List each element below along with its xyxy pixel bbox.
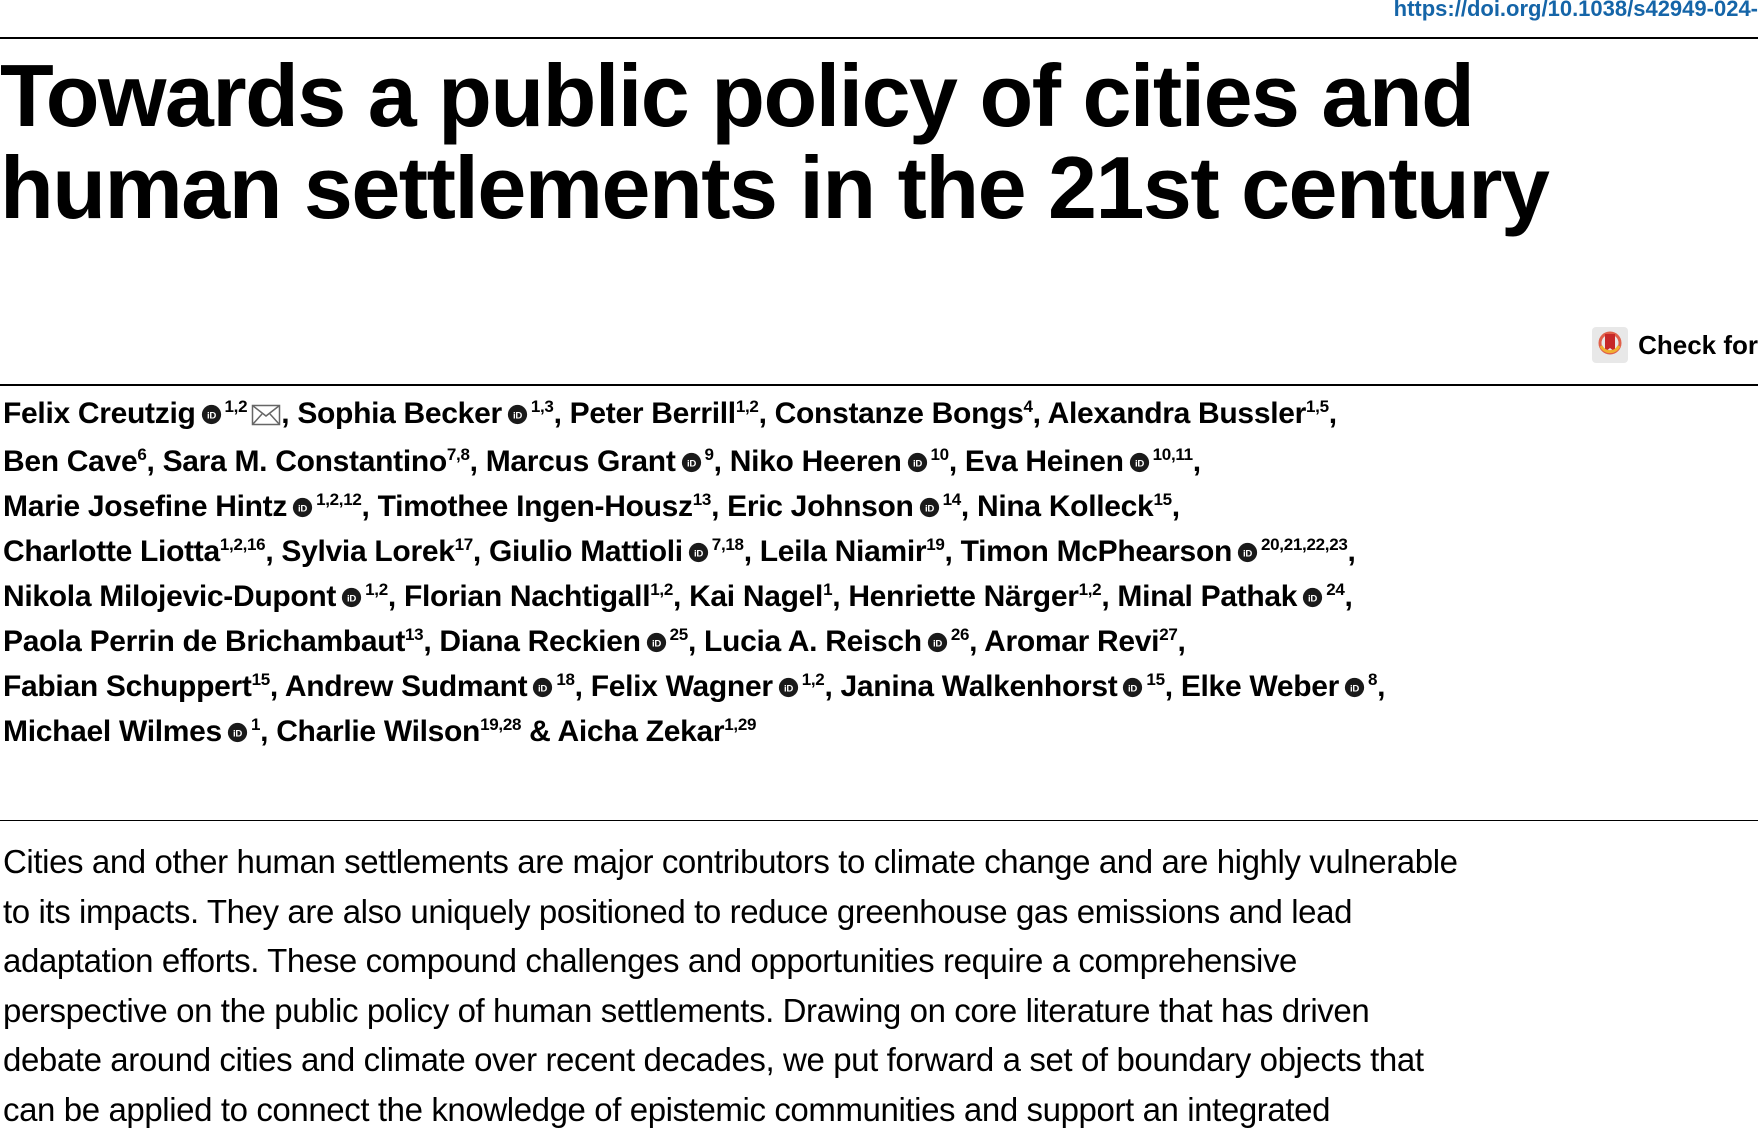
author-separator: &: [521, 715, 558, 748]
author-name[interactable]: Sylvia Lorek: [281, 535, 455, 568]
orcid-icon[interactable]: [778, 666, 799, 695]
orcid-icon[interactable]: [227, 711, 248, 740]
orcid-icon[interactable]: [1344, 666, 1365, 695]
author-separator: ,: [672, 580, 690, 613]
authors-rule: [0, 384, 1758, 386]
author-name[interactable]: Felix Wagner: [590, 670, 773, 703]
author-name[interactable]: Peter Berrill: [569, 397, 736, 430]
abstract-rule: [0, 820, 1758, 821]
affiliation-number[interactable]: 15: [1153, 490, 1172, 509]
author-separator: ,: [948, 445, 965, 478]
author-name[interactable]: Florian Nachtigall: [403, 580, 651, 613]
affiliation-number[interactable]: 26: [950, 625, 970, 644]
author-separator: ,: [1192, 445, 1201, 478]
affiliation-number[interactable]: 10: [930, 445, 949, 464]
orcid-icon[interactable]: [1122, 666, 1143, 695]
abstract-line: adaptation efforts. These compound challenges and opportunities require a comprehensive: [3, 942, 1298, 979]
svg-text:iD: iD: [1128, 683, 1138, 695]
author-name[interactable]: Janina Walkenhorst: [840, 670, 1118, 703]
author-separator: ,: [1347, 535, 1356, 568]
author-name[interactable]: Fabian Schuppert: [3, 670, 252, 703]
svg-text:iD: iD: [686, 458, 696, 470]
article-title: [0, 46, 1758, 237]
author-separator: ,: [387, 580, 404, 613]
author-name[interactable]: Paola Perrin de Brichambaut: [3, 625, 406, 658]
author-name[interactable]: Ben Cave: [3, 445, 138, 478]
author-name[interactable]: Leila Niamir: [759, 535, 927, 568]
orcid-icon[interactable]: [341, 576, 362, 605]
author-name[interactable]: Aicha Zekar: [557, 715, 725, 748]
affiliation-number[interactable]: 1,2,12: [316, 490, 362, 509]
affiliation-number[interactable]: 1,2,16: [219, 535, 266, 554]
author-name[interactable]: Nikola Milojevic-Dupont: [3, 580, 337, 613]
orcid-icon[interactable]: [688, 531, 709, 560]
check-for-updates-button[interactable]: [1592, 327, 1758, 363]
orcid-icon[interactable]: [927, 621, 948, 650]
affiliation-number[interactable]: 18: [556, 670, 575, 689]
affiliation-number[interactable]: 1,2: [735, 397, 759, 416]
affiliation-number[interactable]: 15: [1146, 670, 1165, 689]
orcid-icon[interactable]: [1237, 531, 1258, 560]
author-separator: ,: [553, 397, 570, 430]
svg-text:iD: iD: [347, 593, 357, 605]
author-separator: ,: [1164, 670, 1181, 703]
svg-text:iD: iD: [538, 683, 548, 695]
author-separator: ,: [269, 670, 285, 703]
author-name[interactable]: Nina Kolleck: [976, 490, 1154, 523]
affiliation-number[interactable]: 1,3: [530, 397, 554, 416]
affiliation-number[interactable]: 13: [405, 625, 424, 644]
svg-text:iD: iD: [912, 458, 922, 470]
author-list: [3, 391, 1753, 754]
author-name[interactable]: Minal Pathak: [1117, 580, 1298, 613]
author-name[interactable]: Sara M. Constantino: [162, 445, 447, 478]
author-separator: ,: [1171, 490, 1180, 523]
author-name[interactable]: Eric Johnson: [727, 490, 914, 523]
orcid-icon[interactable]: [919, 486, 940, 515]
author-name[interactable]: Giulio Mattioli: [488, 535, 683, 568]
abstract-line: perspective on the public policy of human settlements. Drawing on core literature that has driven: [3, 991, 1370, 1029]
svg-text:iD: iD: [1242, 548, 1253, 560]
svg-text:iD: iD: [206, 410, 216, 422]
abstract-line: Cities and other human settlements are major contributors to climate change and are highly vulnerable: [3, 843, 1458, 880]
orcid-icon[interactable]: [1302, 576, 1323, 605]
author-name[interactable]: Aromar Revi: [984, 625, 1160, 658]
header-rule: [0, 37, 1758, 39]
author-separator: ,: [1328, 397, 1337, 430]
affiliation-number[interactable]: 4: [1023, 397, 1033, 416]
author-name[interactable]: Kai Nagel: [689, 580, 824, 613]
affiliation-number[interactable]: 1: [250, 715, 261, 734]
affiliation-number[interactable]: 7,8: [446, 445, 470, 464]
affiliation-number[interactable]: 25: [669, 625, 688, 644]
author-separator: ,: [824, 670, 841, 703]
author-name[interactable]: Marcus Grant: [485, 445, 676, 478]
crossmark-label: Check for: [1638, 329, 1758, 360]
author-name[interactable]: Michael Wilmes: [3, 715, 222, 748]
affiliation-number[interactable]: 8: [1368, 670, 1378, 689]
orcid-icon[interactable]: [532, 666, 553, 695]
author-separator: ,: [687, 625, 705, 658]
author-separator: ,: [146, 445, 163, 478]
orcid-icon[interactable]: [907, 441, 928, 470]
affiliation-number[interactable]: 1,2: [801, 670, 825, 689]
svg-text:iD: iD: [783, 683, 793, 695]
author-line: [3, 391, 1753, 439]
abstract-line: can be applied to connect the knowledge of epistemic communities and support an integrated: [3, 1090, 1331, 1128]
affiliation-number[interactable]: 1,5: [1306, 397, 1329, 416]
orcid-icon[interactable]: [507, 393, 528, 422]
author-separator: ,: [1032, 397, 1048, 430]
author-name[interactable]: Charlotte Liotta: [3, 535, 220, 568]
orcid-icon[interactable]: [201, 393, 222, 422]
author-name[interactable]: Andrew Sudmant: [284, 670, 528, 703]
orcid-icon[interactable]: [1129, 441, 1150, 470]
author-separator: ,: [758, 397, 775, 430]
author-line: [3, 484, 1753, 529]
author-separator: ,: [1377, 670, 1386, 703]
author-separator: ,: [743, 535, 760, 568]
svg-text:iD: iD: [298, 503, 308, 515]
author-separator: ,: [574, 670, 591, 703]
author-separator: ,: [265, 535, 282, 568]
affiliation-number[interactable]: 17: [454, 535, 473, 554]
svg-text:iD: iD: [1308, 593, 1318, 605]
affiliation-number[interactable]: 10,11: [1152, 445, 1193, 464]
author-name[interactable]: Lucia A. Reisch: [704, 625, 922, 658]
author-name[interactable]: Timon McPhearson: [960, 535, 1232, 568]
author-separator: ,: [960, 490, 977, 523]
affiliation-number[interactable]: 15: [251, 670, 270, 689]
author-separator: ,: [969, 625, 985, 658]
author-name[interactable]: Marie Josefine Hintz: [3, 490, 288, 523]
title-line-1: Towards a public policy of cities and: [0, 46, 1474, 145]
affiliation-number[interactable]: 19,28: [480, 715, 522, 734]
affiliation-number[interactable]: 27: [1159, 625, 1178, 644]
crossmark-icon: [1592, 327, 1628, 363]
affiliation-number[interactable]: 1,2: [1078, 580, 1102, 599]
author-line: [3, 664, 1753, 709]
author-separator: ,: [1101, 580, 1118, 613]
author-separator: ,: [713, 445, 730, 478]
svg-text:iD: iD: [651, 638, 661, 650]
author-separator: ,: [469, 445, 486, 478]
author-line: [3, 439, 1753, 484]
author-separator: ,: [472, 535, 489, 568]
svg-text:iD: iD: [232, 728, 242, 740]
affiliation-number[interactable]: 1,2: [224, 397, 248, 416]
author-name[interactable]: Felix Creutzig: [3, 397, 196, 430]
author-line: [3, 709, 1753, 754]
author-name[interactable]: Diana Reckien: [439, 625, 641, 658]
author-line: [3, 619, 1753, 664]
affiliation-number[interactable]: 20,21,22,23: [1261, 535, 1348, 554]
svg-text:iD: iD: [932, 638, 942, 650]
affiliation-number[interactable]: 13: [692, 490, 712, 509]
affiliation-number[interactable]: 1: [823, 580, 833, 599]
svg-text:iD: iD: [1349, 683, 1360, 695]
svg-text:iD: iD: [924, 503, 934, 515]
author-separator: ,: [711, 490, 728, 523]
affiliation-number[interactable]: 9: [704, 445, 714, 464]
affiliation-number[interactable]: 1,29: [724, 715, 757, 734]
author-name[interactable]: Eva Heinen: [964, 445, 1124, 478]
orcid-icon[interactable]: [681, 441, 702, 470]
affiliation-number[interactable]: 19: [926, 535, 945, 554]
affiliation-number[interactable]: 6: [137, 445, 147, 464]
author-separator: ,: [1344, 580, 1353, 613]
svg-text:iD: iD: [512, 410, 522, 422]
orcid-icon[interactable]: [646, 621, 667, 650]
author-separator: ,: [1177, 625, 1186, 658]
author-name[interactable]: Alexandra Bussler: [1047, 397, 1306, 430]
author-name[interactable]: Elke Weber: [1180, 670, 1340, 703]
author-separator: ,: [361, 490, 378, 523]
abstract-line: debate around cities and climate over recent decades, we put forward a set of boundary objects that: [3, 1041, 1424, 1078]
author-line: [3, 529, 1753, 574]
author-name[interactable]: Timothee Ingen-Housz: [377, 490, 693, 523]
author-name[interactable]: Constanze Bongs: [774, 397, 1024, 430]
author-name[interactable]: Sophia Becker: [297, 397, 502, 430]
author-name[interactable]: Henriette Närger: [848, 580, 1079, 613]
svg-text:iD: iD: [693, 548, 703, 560]
svg-text:iD: iD: [1134, 458, 1144, 470]
author-separator: ,: [423, 625, 440, 658]
author-separator: ,: [260, 715, 277, 748]
author-name[interactable]: Niko Heeren: [729, 445, 902, 478]
author-name[interactable]: Charlie Wilson: [276, 715, 481, 748]
title-line-2: human settlements in the 21st century: [0, 138, 1549, 237]
affiliation-number[interactable]: 1,2: [365, 580, 388, 599]
abstract-line: to its impacts. They are also uniquely positioned to reduce greenhouse gas emissions and lead: [3, 892, 1353, 930]
author-separator: ,: [944, 535, 961, 568]
author-line: [3, 574, 1753, 619]
doi-link[interactable]: https://doi.org/10.1038/s42949-024-: [1393, 0, 1758, 21]
author-separator: ,: [832, 580, 849, 613]
affiliation-number[interactable]: 1,2: [650, 580, 673, 599]
abstract: [3, 837, 1573, 1134]
orcid-icon[interactable]: [292, 486, 313, 515]
envelope-icon[interactable]: [251, 394, 281, 439]
affiliation-number[interactable]: 14: [942, 490, 961, 509]
author-separator: ,: [281, 397, 298, 430]
affiliation-number[interactable]: 7,18: [711, 535, 744, 554]
affiliation-number[interactable]: 24: [1326, 580, 1345, 599]
